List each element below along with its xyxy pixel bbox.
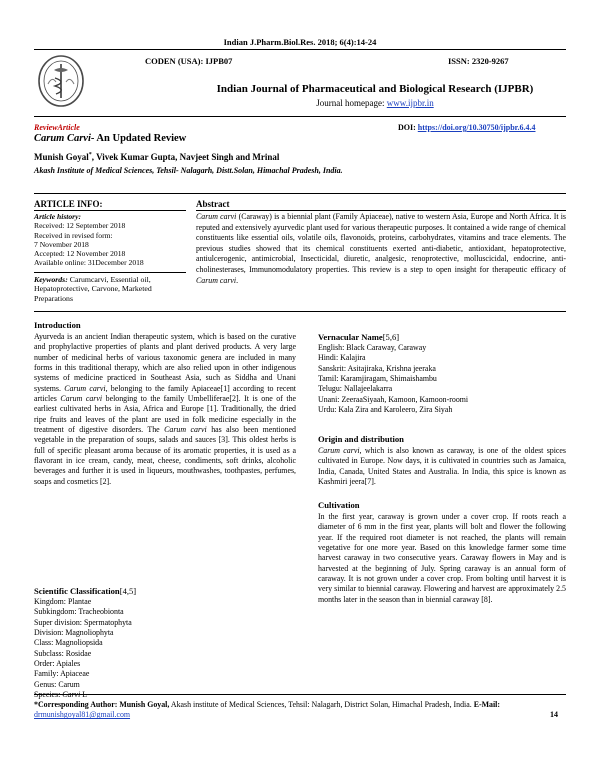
vernacular-ref: [5,6] [382,332,400,342]
classification-item: Genus: Carum [34,679,80,689]
vernacular-title: Vernacular Name [318,332,383,342]
doi-link[interactable]: https://doi.org/10.30750/ijpbr.6.4.4 [417,123,536,132]
origin-species: Carum carvi [318,446,360,455]
classification-species [34,690,296,700]
origin-body: , which is also known as caraway, is one of the oldest spices cultivated in Europe. Now days, it is cultivated in countries such as Jamaica, India, Canada, United States and Australia. In India, this spice is known as Kashmiri jeera[7]. [318,446,566,487]
abstract-body: (Caraway) is a biennial plant (Family Apiaceae), native to western Asia, Europe and North Africa. It is reputed and extensively ayurvedic plant used for various therapeutic purposes. It contained a wide range of chemical constituents like essential oils, volatile oils, flavonoids, proteins, carbohydrates, vitamins and trace elements. The previous studies showed that its chemical constituents exerted anti-diabetic, antioxidant, hepatoprotective, antiulcerogenic, antimicrobial, Insecticidal, diuretic, analgesic, renoprotective, molluscicidal, endocrine, anti-cholinesterases, Immunomodulatory properties. This review is a step to open insight for therapeutic efficacy of [196,212,566,274]
origin-heading: Origin and distribution [318,434,404,444]
corr-text: Akash institute of Medical Sciences, Tehsil: Nalagarh, District Solan, Himachal Pradesh, India. [170,700,472,709]
vernacular-item: Urdu: Kala Zira and Karoleero, Zira Siyah [318,405,453,415]
classification-title: Scientific Classification [34,586,120,596]
history-line: Received: 12 September 2018 [34,221,126,231]
article-info-heading: ARTICLE INFO: [34,199,103,209]
keywords [34,275,184,303]
info-underline [34,210,186,211]
abstract-end: . [236,275,239,285]
classification-item: Class: Magnoliopsida [34,638,103,648]
running-head: Indian J.Pharm.Biol.Res. 2018; 6(4):14-24 [223,37,377,47]
intro-species-2: Carum carvi [60,394,103,404]
info-rule-bottom [34,311,566,312]
issn: ISSN: 2320-9267 [448,56,509,66]
vernacular-item: Telugu: Nallajeelakarra [318,384,393,394]
intro-species-3: Carum carvi [164,425,207,435]
abstract-heading: Abstract [196,199,230,209]
classification-item: Kingdom: Plantae [34,597,92,606]
email-link[interactable]: drmunishgoyal81@gmail.com [34,710,131,720]
corr-label: *Corresponding Author: Munish Goyal, [34,700,170,709]
intro-part-1: Ayurveda is an ancient Indian therapeutic system, which is based on the curative and prophylactive properties of plants and plant derived products. A very large number of medicinal herbs of various taxonomic genera are included in many forms in this traditional therapy, which are also relied upon in other indigenous systems of medicine practiced in Southeast Asia, such as Siddha and Unani systems. [34,332,296,393]
email-label: E-Mail: [473,700,500,709]
footer-rule [34,694,566,695]
species-label: Species: [34,690,61,700]
classification-item: Super division: Spermatophyta [34,617,132,627]
intro-part-2: , belonging to the family Apiaceae[1] according to recent articles [34,383,296,404]
keywords-label: Keywords: [34,275,68,284]
classification-list [34,597,296,700]
page-number: 14 [550,710,558,719]
homepage-link[interactable]: www.ijpbr.in [386,98,434,108]
coden: CODEN (USA): IJPB07 [145,56,233,66]
authors [34,152,279,162]
vernacular-item: Hindi: Kalajira [318,353,366,363]
homepage-label: Journal homepage: [316,98,385,108]
species-value: Carvi [62,690,81,700]
history-line: 7 November 2018 [34,239,89,249]
abstract-underline [196,210,566,211]
journal-homepage [160,98,590,108]
intro-species-1: Carum carvi [64,383,106,393]
info-rule-top [34,193,566,194]
classification-item: Division: Magnoliophyta [34,628,114,638]
vernacular-heading [318,332,566,342]
article-title [34,133,186,144]
abstract-species-end: Carum carvi [196,275,237,285]
intro-part-3: belonging to the family Umbelliferae[2]. It is one of the earliest cultivated herbs in Asia, Africa and Europe [1]. Traditionally, the dried ripe fruits and leaves of the plant are used in folk medicine especially in the treatment of digestive disorders. The [34,394,297,435]
species-author: L [82,690,88,700]
introduction-text [34,332,296,487]
keywords-rule [34,272,186,273]
intro-part-4: has also been mentioned vegetable in the preparation of soups, salads and sauces [3]. This oldest herbs is full of specific pleasant aroma because of its aromatic properties, it is used as a flavorant in ice cream, candy, meat, cheese, condiments, soft drinks, alcoholic beverages and further it is used in liqueurs, mouthwashes, toothpastes, perfumes, soaps and cosmetics [2]. [34,425,296,486]
header-rule-top [34,49,566,50]
affiliation: Akash Institute of Medical Sciences, Tehsil- Nalagarh, Distt.Solan, Himachal Pradesh, India. [34,166,343,175]
history-line: Available online: 31December 2018 [34,258,144,268]
keywords-text: Carumcarvi, Essential oil, Hepatoprotective, Carvone, Marketed Preparations [34,275,152,303]
journal-name: Indian Journal of Pharmaceutical and Biological Research (IJPBR) [216,83,534,95]
classification-ref: [4,5] [119,586,137,596]
vernacular-item: Unani: ZeeraaSiyaah, Kamoon, Kamoon-roomi [318,394,469,404]
author-mark: * [88,152,92,158]
journal-logo [36,54,86,108]
title-rest: - An Updated Review [90,133,187,144]
doi-label: DOI: [398,123,416,132]
abstract-species: Carum carvi [196,212,237,221]
header-rule-bottom [34,116,566,117]
history-line: Accepted: 12 November 2018 [34,249,126,259]
title-species: Carum Carvi [34,133,91,144]
vernacular-item: Sanskrit: Asitajiraka, Krishna jeeraka [318,363,436,373]
history-line: Received in revised form: [34,230,113,240]
classification-item: Family: Apiaceae [34,669,90,679]
vernacular-item: English: Black Caraway, Caraway [318,343,427,352]
origin-text [318,446,566,487]
article-type: ReviewArticle [34,123,80,132]
classification-item: Order: Apiales [34,659,81,669]
author-corresponding: Munish Goyal [34,152,89,162]
cultivation-text: In the first year, caraway is grown under a cover crop. If roots reach a diameter of 6 mm in the first year, plants will bolt and flower the following year. If the required root diameter is not reached, the plants will remain vegetative for one more year. Based on this knowledge farmer some time harvest caraway in two consecutive years. Caraway flowers in May and is harvested at the beginning of July. Spring caraway is an annual form of caraway. It is not grown under a cover crop. From bolting until harvest it is very similar to biennial caraway. Flowering and harvest are approximately 2.5 months later in the season than in biennial caraway [8]. [318,512,566,604]
classification-item: Subclass: Rosidae [34,648,92,658]
introduction-heading: Introduction [34,320,81,330]
vernacular-list [318,343,566,415]
article-history [34,212,186,268]
history-label: Article history: [34,212,82,221]
doi [398,123,536,132]
classification-heading [34,586,296,596]
classification-item: Subkingdom: Tracheobionta [34,607,124,617]
abstract-text [196,212,566,286]
author-others: , Vivek Kumar Gupta, Navjeet Singh and Mrinal [91,152,280,162]
vernacular-item: Tamil: Karamjiragam, Shimaishambu [318,374,437,384]
corresponding-author [34,700,566,721]
cultivation-heading: Cultivation [318,500,360,510]
